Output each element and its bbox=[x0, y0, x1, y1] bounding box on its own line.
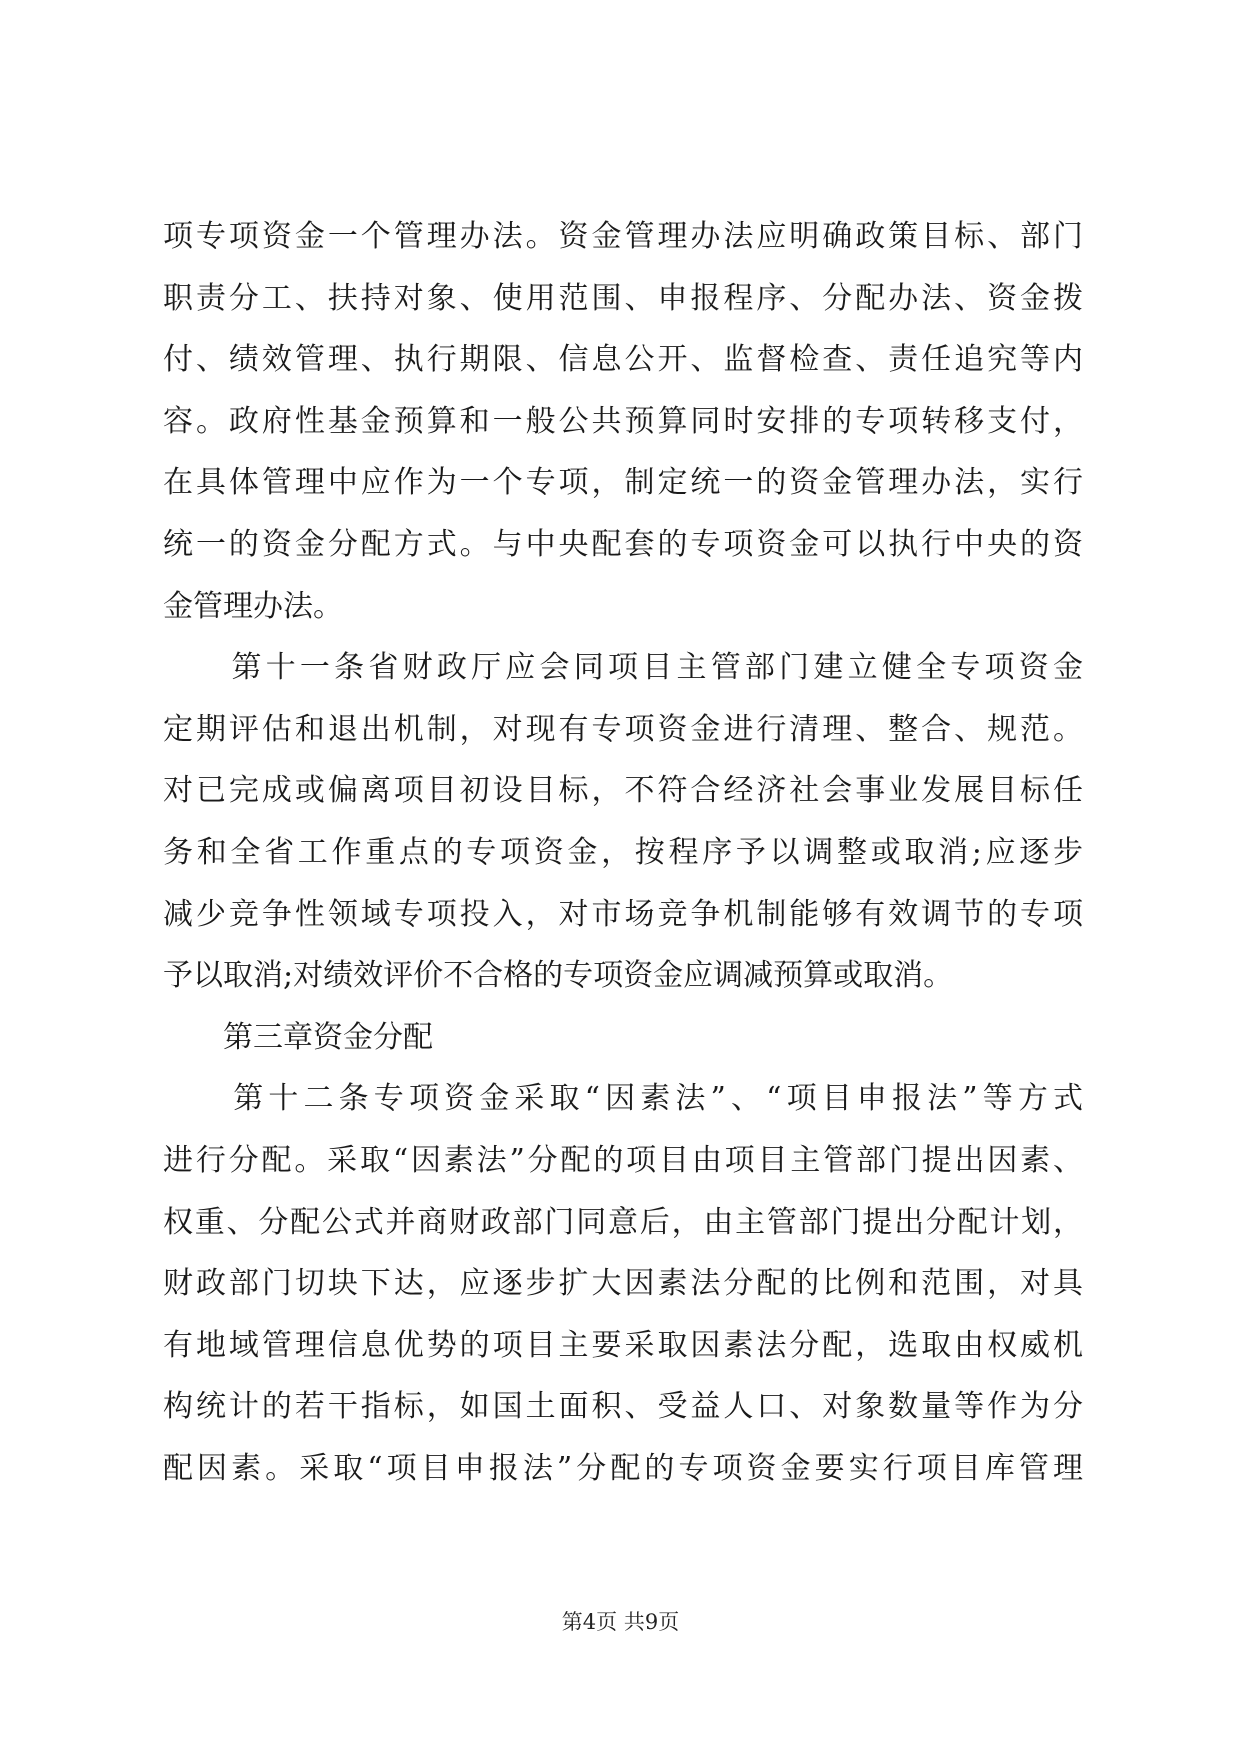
text-line: 定期评估和退出机制，对现有专项资金进行清理、整合、规范。 bbox=[163, 711, 1083, 747]
text-line: 权重、分配公式并商财政部门同意后，由主管部门提出分配计划， bbox=[163, 1204, 1083, 1240]
text-line: 职责分工、扶持对象、使用范围、申报程序、分配办法、资金拨 bbox=[163, 280, 1083, 316]
text-line: 在具体管理中应作为一个专项，制定统一的资金管理办法，实行 bbox=[163, 465, 1083, 501]
text-line: 进行分配。采取“因素法”分配的项目由项目主管部门提出因素、 bbox=[163, 1142, 1083, 1178]
text-line: 有地域管理信息优势的项目主要采取因素法分配，选取由权威机 bbox=[163, 1327, 1083, 1363]
text-line: 配因素。采取“项目申报法”分配的专项资金要实行项目库管理 bbox=[163, 1450, 1083, 1486]
text-line: 金管理办法。 bbox=[163, 588, 343, 624]
text-line: 对已完成或偏离项目初设目标，不符合经济社会事业发展目标任 bbox=[163, 773, 1083, 809]
text-line: 第十一条省财政厅应会同项目主管部门建立健全专项资金 bbox=[163, 650, 1083, 686]
body-text bbox=[163, 206, 1083, 1499]
text-line: 项专项资金一个管理办法。资金管理办法应明确政策目标、部门 bbox=[163, 219, 1083, 254]
text-line: 财政部门切块下达，应逐步扩大因素法分配的比例和范围，对具 bbox=[163, 1266, 1083, 1302]
text-line: 第十二条专项资金采取“因素法”、“项目申报法”等方式 bbox=[163, 1081, 1083, 1117]
text-line: 予以取消;对绩效评价不合格的专项资金应调减预算或取消。 bbox=[163, 958, 954, 994]
text-line: 容。政府性基金预算和一般公共预算同时安排的专项转移支付， bbox=[163, 403, 1083, 439]
text-line: 第三章资金分配 bbox=[163, 1019, 433, 1055]
text-line: 务和全省工作重点的专项资金，按程序予以调整或取消;应逐步 bbox=[163, 834, 1083, 870]
text-line: 付、绩效管理、执行期限、信息公开、监督检查、责任追究等内 bbox=[163, 342, 1083, 378]
text-line: 统一的资金分配方式。与中央配套的专项资金可以执行中央的资 bbox=[163, 526, 1083, 562]
page-number-footer: 第4页 共9页 bbox=[561, 1610, 680, 1634]
text-line: 减少竞争性领域专项投入，对市场竞争机制能够有效调节的专项 bbox=[163, 896, 1083, 932]
text-line: 构统计的若干指标，如国土面积、受益人口、对象数量等作为分 bbox=[163, 1389, 1083, 1425]
